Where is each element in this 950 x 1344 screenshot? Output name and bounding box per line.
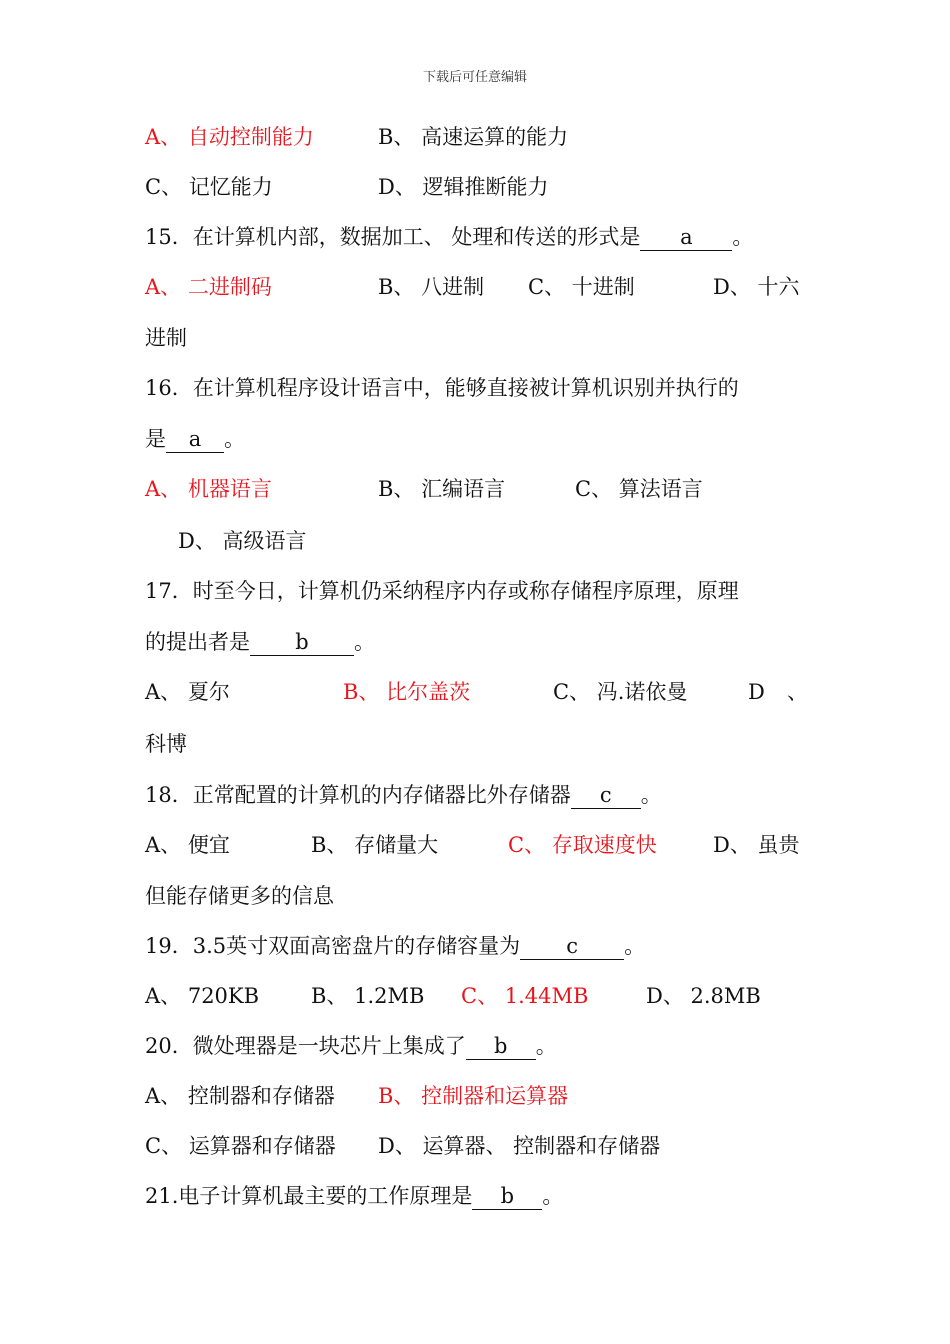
q20-question [145,1030,557,1062]
q15-option-d: D、 十六 [713,275,800,299]
q16-end: 。 [224,427,245,451]
q16-answer-blank: a [166,426,224,453]
q19-option-a: A、 720KB [145,984,260,1008]
q16-text: 16．在计算机程序设计语言中，能够直接被计算机识别并执行的 [145,376,739,400]
q21-end: 。 [542,1184,564,1208]
q17-pre: 的提出者是 [145,630,250,654]
q17-option-b: B、 比尔盖茨 [343,680,471,704]
q21-answer-blank: b [472,1183,542,1210]
q16-option-d: D、 高级语言 [178,529,307,553]
q15-answer-blank: a [640,224,732,251]
q19-option-c: C、 1.44MB [461,984,589,1008]
q18-option-d-cont: 但能存储更多的信息 [145,884,334,908]
q17-end: 。 [354,630,375,654]
q17-option-a: A、 夏尔 [145,680,230,704]
q18-text: 18．正常配置的计算机的内存储器比外存储器 [145,783,571,807]
q20-text: 20．微处理器是一块芯片上集成了 [145,1034,466,1058]
q17-option-c: C、 冯.诺依曼 [553,680,688,704]
q15-end: 。 [732,225,754,249]
q19-end: 。 [624,934,646,958]
q18-option-b: B、 存储量大 [311,833,439,857]
q19-question [145,930,645,962]
q14-option-a: A、 自动控制能力 [145,125,314,149]
q17-option-d-cont: 科博 [145,732,187,756]
q18-option-d: D、 虽贵 [713,833,800,857]
q19-option-d: D、 2.8MB [646,984,761,1008]
q20-option-c: C、 运算器和存储器 [145,1134,336,1158]
q18-answer-blank: c [571,782,641,809]
q17-question-line-2 [145,626,375,658]
q16-pre: 是 [145,427,166,451]
q20-option-b: B、 控制器和运算器 [378,1084,569,1108]
q20-option-a: A、 控制器和存储器 [145,1084,335,1108]
q16-question-line-2 [145,423,245,455]
q15-option-c: C、 十进制 [528,275,635,299]
q17-text: 17．时至今日，计算机仍采纳程序内存或称存储程序原理，原理 [145,579,739,603]
q21-question [145,1180,563,1212]
q15-text: 15．在计算机内部，数据加工、 处理和传送的形式是 [145,225,641,249]
q18-option-c: C、 存取速度快 [508,833,657,857]
q20-end: 。 [535,1034,557,1058]
page-header: 下载后可任意编辑 [422,70,527,85]
q21-text: 21.电子计算机最主要的工作原理是 [145,1184,473,1208]
q17-option-d-letter: D [748,680,765,704]
q20-option-d: D、 运算器、 控制器和存储器 [378,1134,661,1158]
q16-option-c: C、 算法语言 [575,477,703,501]
q15-question [145,221,753,253]
q19-answer-blank: c [520,933,624,960]
q19-option-b: B、 1.2MB [311,984,425,1008]
q15-option-d-cont: 进制 [145,326,187,350]
q14-option-b: B、 高速运算的能力 [378,125,569,149]
q20-answer-blank: b [466,1033,536,1060]
q15-option-b: B、 八进制 [378,275,485,299]
q17-answer-blank: b [250,629,354,656]
q16-option-a: A、 机器语言 [145,477,272,501]
q18-question [145,779,662,811]
q16-option-b: B、 汇编语言 [378,477,506,501]
q19-text: 19．3.5英寸双面高密盘片的存储容量为 [145,934,521,958]
q14-option-d: D、 逻辑推断能力 [378,175,549,199]
q18-end: 。 [640,783,662,807]
q14-option-c: C、 记忆能力 [145,175,273,199]
q18-option-a: A、 便宜 [145,833,230,857]
q15-option-a: A、 二进制码 [145,275,272,299]
q17-option-d-sep: 、 [787,680,808,704]
